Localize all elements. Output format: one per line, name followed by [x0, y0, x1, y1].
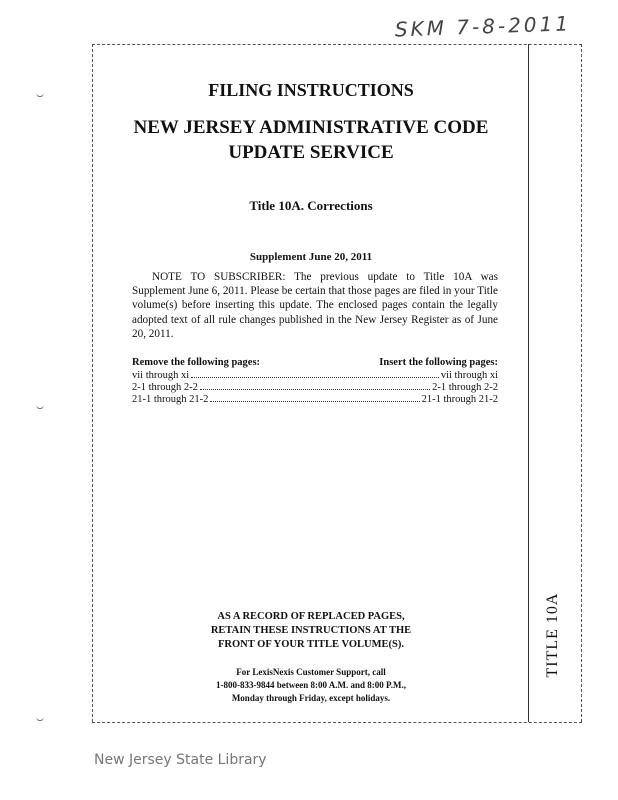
- frame-outer-right-border: [581, 44, 582, 722]
- remove-pages-header: Remove the following pages:: [132, 357, 261, 368]
- support-line: For LexisNexis Customer Support, call: [236, 667, 386, 677]
- record-line: RETAIN THESE INSTRUCTIONS AT THE: [210, 625, 412, 636]
- dot-leader: [210, 401, 419, 402]
- dot-leader: [191, 377, 439, 378]
- note-to-subscriber: NOTE TO SUBSCRIBER: The previous update to Title 10A was Supplement June 6, 2011. Please be certain that those pages are filed in your Title volume(s) before inserting this update. The enclosed pages contain the legally adopted text of all rule changes published in the New Jersey Register as of June 20, 2011.: [132, 271, 498, 340]
- record-line: AS A RECORD OF REPLACED PAGES,: [217, 611, 405, 622]
- record-line: FRONT OF YOUR TITLE VOLUME(S).: [218, 639, 404, 650]
- punch-hole-mark-bottom: [36, 716, 44, 721]
- page-replacement-list: [132, 356, 498, 406]
- record-instructions: [92, 610, 530, 652]
- spine-label-text: TITLE 10A: [544, 592, 561, 678]
- customer-support-info: [92, 666, 530, 705]
- title-subheading: Title 10A. Corrections: [249, 198, 373, 213]
- supplement-date: Supplement June 20, 2011: [249, 251, 373, 263]
- remove-pages-value: 21-1 through 21-2: [132, 394, 209, 405]
- insert-pages-header: Insert the following pages:: [379, 357, 498, 368]
- punch-hole-mark-middle: [36, 404, 44, 409]
- page-row: [132, 394, 498, 406]
- remove-pages-value: 2-1 through 2-2: [132, 382, 198, 393]
- punch-hole-mark-top: [36, 92, 44, 97]
- njac-heading: NEW JERSEY ADMINISTRATIVE CODE: [133, 117, 489, 138]
- support-line: Monday through Friday, except holidays.: [231, 693, 391, 703]
- page-row: [132, 382, 498, 394]
- spine-label: [528, 586, 578, 684]
- page-list-header: [132, 356, 498, 370]
- support-line: 1-800-833-9844 between 8:00 A.M. and 8:00 P.M.,: [216, 680, 406, 690]
- dot-leader: [200, 389, 430, 390]
- update-service-heading: UPDATE SERVICE: [228, 142, 394, 163]
- insert-pages-value: 2-1 through 2-2: [432, 382, 498, 393]
- handwritten-initials-date: SKM 7-8-2011: [394, 11, 572, 42]
- insert-pages-value: 21-1 through 21-2: [421, 394, 498, 405]
- frame-bottom-border: [92, 722, 582, 723]
- frame-top-border: [92, 44, 582, 45]
- page-row: [132, 370, 498, 382]
- insert-pages-value: vii through xi: [440, 370, 498, 381]
- library-stamp: New Jersey State Library: [94, 752, 267, 768]
- filing-instructions-heading: FILING INSTRUCTIONS: [208, 80, 414, 100]
- remove-pages-value: vii through xi: [132, 370, 190, 381]
